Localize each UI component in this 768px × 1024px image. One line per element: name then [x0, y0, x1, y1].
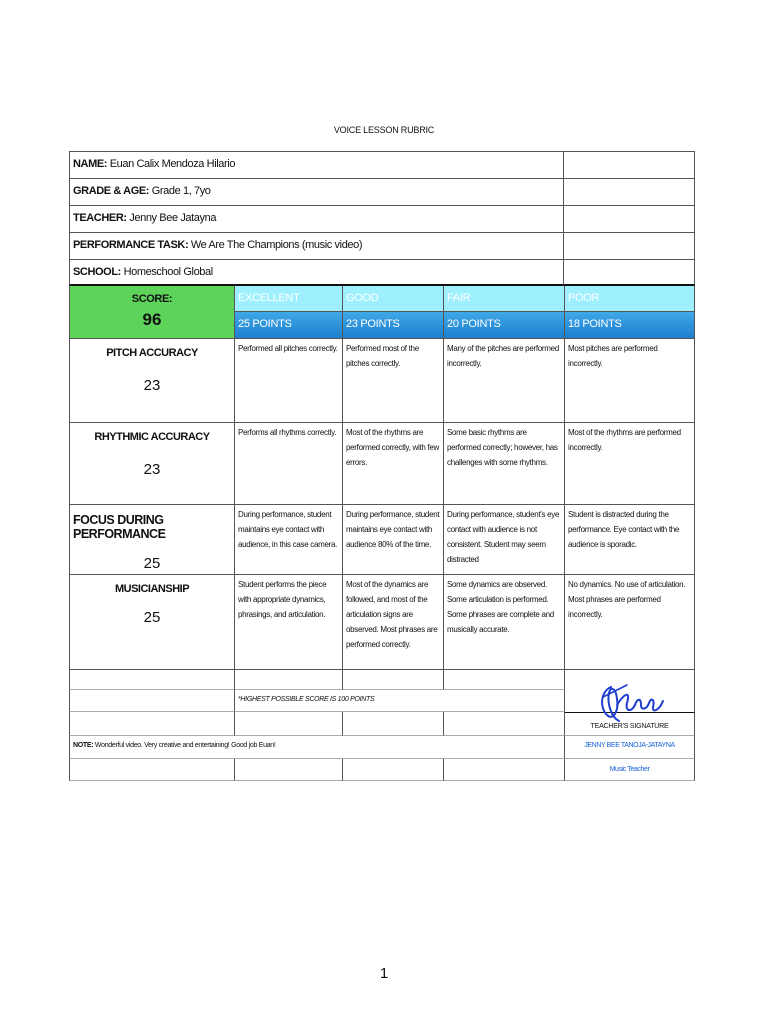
criterion-score: 23 — [143, 377, 161, 394]
info-label: SCHOOL: — [73, 266, 121, 278]
info-label: PERFORMANCE TASK: — [73, 239, 189, 251]
info-value: Euan Calix Mendoza Hilario — [107, 158, 236, 170]
info-label: TEACHER: — [73, 212, 127, 224]
criterion-name: FOCUS DURING PERFORMANCE — [73, 513, 166, 541]
info-blank-cell — [564, 205, 695, 232]
rubric-grid — [69, 286, 695, 670]
score-header — [69, 286, 235, 339]
info-value: Homeschool Global — [120, 266, 213, 278]
criterion-score: 23 — [143, 461, 161, 478]
description-cell: No dynamics. No use of articulation. Most phrases are performed incorrectly. — [565, 575, 695, 670]
max-score-note: *HIGHEST POSSIBLE SCORE IS 100 POINTS — [235, 690, 565, 712]
criterion-name: RHYTHMIC ACCURACY — [94, 431, 210, 443]
description-cell: Many of the pitches are performed incorrectly. — [444, 339, 565, 423]
criterion-score: 25 — [143, 555, 161, 572]
info-blank-cell — [564, 232, 695, 259]
info-row-grade — [69, 178, 695, 205]
description-cell: Some dynamics are observed. Some articulation is performed. Some phrases are complete and musically accurate. — [444, 575, 565, 670]
teacher-note — [69, 736, 565, 759]
info-row-task — [69, 232, 695, 259]
description-cell: Some basic rhythms are performed correctly; however, has challenges with some rhythms. — [444, 423, 565, 505]
level-poor: POOR — [565, 286, 695, 312]
note-label: NOTE: — [73, 742, 94, 749]
teacher-name: JENNY BEE TANOJA-JATAYNA — [565, 736, 695, 759]
level-excellent: EXCELLENT — [235, 286, 343, 312]
info-row-name — [69, 151, 695, 178]
criterion-musicianship — [69, 575, 235, 670]
criterion-name: MUSICIANSHIP — [114, 583, 190, 595]
points-excellent: 25 POINTS — [235, 312, 343, 339]
total-score: 96 — [142, 310, 162, 329]
level-fair: FAIR — [444, 286, 565, 312]
info-row-teacher — [69, 205, 695, 232]
page-number: 1 — [379, 965, 389, 982]
info-value: Jenny Bee Jatayna — [126, 212, 217, 224]
score-label: SCORE: — [131, 293, 173, 305]
criterion-score: 25 — [143, 609, 161, 626]
signature-label: TEACHER'S SIGNATURE — [565, 712, 695, 736]
description-cell: Performed most of the pitches correctly. — [343, 339, 444, 423]
document-title: VOICE LESSON RUBRIC — [333, 125, 435, 135]
description-cell: During performance, student's eye contact with audience is not consistent. Student may seem distracted — [444, 505, 565, 575]
info-label: GRADE & AGE: — [73, 185, 150, 197]
info-value: Grade 1, 7yo — [149, 185, 211, 197]
criterion-pitch-accuracy — [69, 339, 235, 423]
footer-row-note — [69, 736, 695, 759]
points-good: 23 POINTS — [343, 312, 444, 339]
description-cell: During performance, student maintains eye contact with audience 80% of the time. — [343, 505, 444, 575]
description-cell: Student performs the piece with appropriate dynamics, phrasings, and articulation. — [235, 575, 343, 670]
info-row-school — [69, 259, 695, 286]
criterion-focus-during-performance — [69, 505, 235, 575]
description-cell: Most of the rhythms are performed incorrectly. — [565, 423, 695, 505]
description-cell: Most of the dynamics are followed, and most of the articulation signs are observed. Most phrases are performed correctly. — [343, 575, 444, 670]
description-cell: Most pitches are performed incorrectly. — [565, 339, 695, 423]
description-cell: During performance, student maintains eye contact with audience, in this case camera. — [235, 505, 343, 575]
teacher-signature — [597, 677, 669, 727]
level-good: GOOD — [343, 286, 444, 312]
description-cell: Most of the rhythms are performed correctly, with few errors. — [343, 423, 444, 505]
info-label: NAME: — [73, 158, 108, 170]
criterion-rhythmic-accuracy — [69, 423, 235, 505]
points-fair: 20 POINTS — [444, 312, 565, 339]
info-blank-cell — [564, 151, 695, 178]
points-poor: 18 POINTS — [565, 312, 695, 339]
description-cell: Performed all pitches correctly. — [235, 339, 343, 423]
description-cell: Student is distracted during the performance. Eye contact with the audience is sporadic. — [565, 505, 695, 575]
criterion-name: PITCH ACCURACY — [106, 347, 198, 359]
note-text: Wonderful video. Very creative and entertaining! Good job Euan! — [93, 742, 276, 749]
info-blank-cell — [564, 259, 695, 286]
info-blank-cell — [564, 178, 695, 205]
description-cell: Performs all rhythms correctly. — [235, 423, 343, 505]
info-value: We Are The Champions (music video) — [188, 239, 363, 251]
footer-row-role — [69, 759, 695, 781]
teacher-role: Music Teacher — [565, 759, 695, 781]
